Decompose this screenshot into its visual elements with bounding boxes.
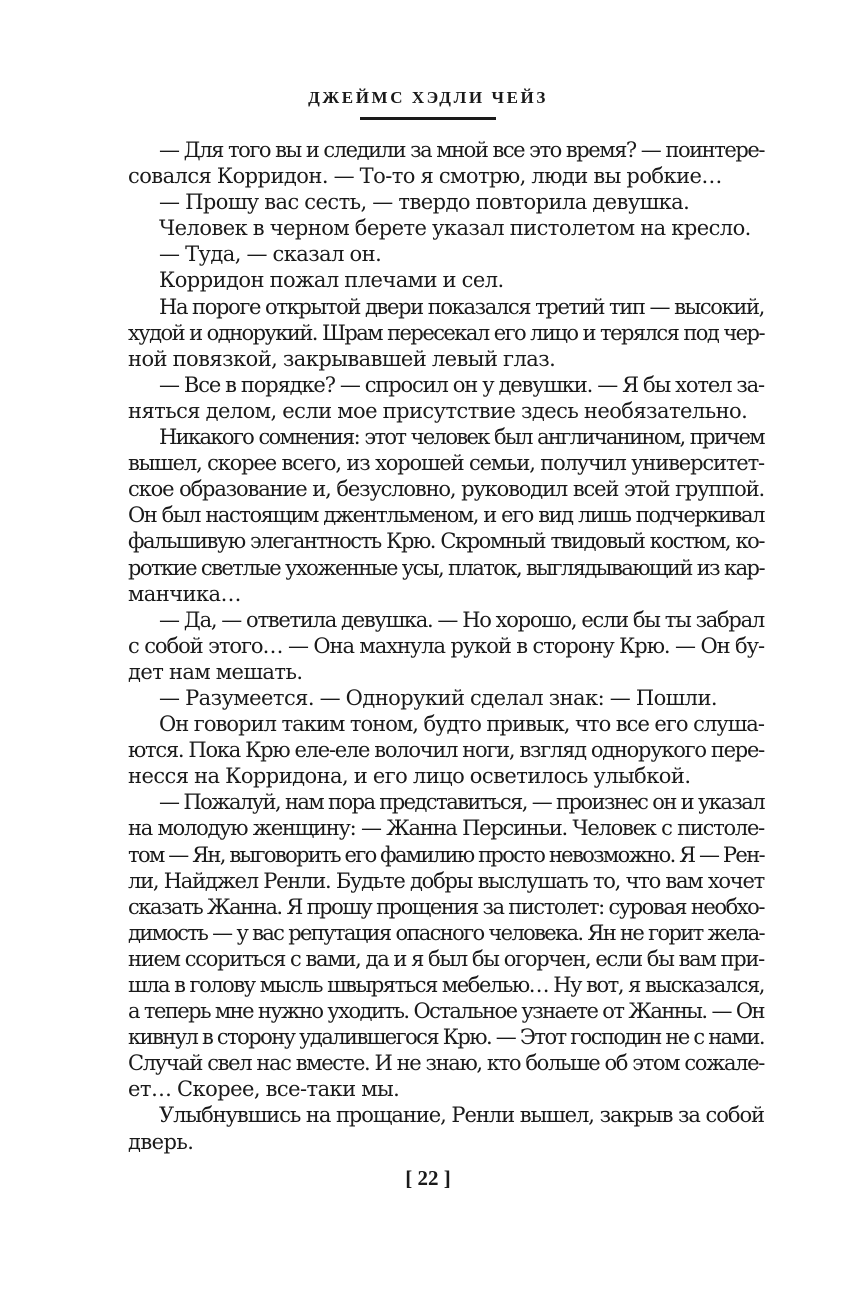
text-line: манчика… (128, 581, 241, 606)
body-text (128, 137, 764, 1155)
text-line: с собой этого… — Она махнула рукой в сторону Крю. — Он бу- (128, 633, 764, 658)
text-line: нием ссориться с вами, да и я был бы огорчен, если бы вам при- (128, 946, 764, 971)
text-line: совался Корридон. — То-то я смотрю, люди вы робкие… (128, 164, 722, 189)
text-line: Он говорил таким тоном, будто привык, что все его слуша- (159, 712, 764, 737)
text-line: дет нам мешать. (128, 659, 303, 684)
text-line: худой и однорукий. Шрам пересекал его лицо и терялся под чер- (128, 320, 764, 345)
text-line: На пороге открытой двери показался третий тип — высокий, (159, 294, 764, 319)
text-line: на молодую женщину: — Жанна Персиньи. Человек с пистоле- (128, 816, 764, 841)
text-line: няться делом, если мое присутствие здесь необязательно. (128, 398, 748, 423)
text-line: несся на Корридона, и его лицо осветилось улыбкой. (128, 764, 691, 789)
header-rule (360, 117, 496, 120)
text-line: — Туда, — сказал он. (159, 242, 382, 267)
text-line: — Для того вы и следили за мной все это время? — поинтере- (159, 138, 764, 162)
text-line: дверь. (128, 1129, 194, 1154)
text-line: Никакого сомнения: этот человек был англичанином, причем (159, 425, 764, 450)
running-head (0, 86, 856, 120)
text-line: ет… Скорее, все-таки мы. (128, 1077, 400, 1102)
text-line: ли, Найджел Ренли. Будьте добры выслушать то, что вам хочет (128, 868, 764, 893)
text-line: димость — у вас репутация опасного человека. Ян не горит жела- (128, 920, 764, 945)
author-name: ДЖЕЙМС ХЭДЛИ ЧЕЙЗ (308, 88, 548, 107)
text-line: сказать Жанна. Я прошу прощения за пистолет: суровая необхо- (128, 894, 764, 919)
text-line: Он был настоящим джентльменом, и его вид лишь подчеркивал (128, 503, 764, 528)
text-line: Корридон пожал плечами и сел. (159, 268, 504, 293)
text-line: — Да, — ответила девушка. — Но хорошо, если бы ты забрал (159, 607, 764, 632)
text-line: ной повязкой, закрывавшей левый глаз. (128, 346, 556, 371)
text-line: Случай свел нас вместе. И не знаю, кто больше об этом сожале- (128, 1051, 764, 1076)
text-line: ются. Пока Крю еле-еле волочил ноги, взгляд однорукого пере- (128, 738, 764, 763)
text-line: том — Ян, выговорить его фамилию просто невозможно. Я — Рен- (128, 842, 764, 867)
text-line: — Пожалуй, нам пора представиться, — произнес он и указал (159, 790, 764, 815)
text-line: — Все в порядке? — спросил он у девушки. — Я бы хотел за- (159, 372, 764, 397)
text-line: кивнул в сторону удалившегося Крю. — Этот господин не с нами. (128, 1025, 764, 1050)
text-line: Человек в черном берете указал пистолетом на кресло. (159, 216, 751, 241)
text-line: — Прошу вас сесть, — твердо повторила девушка. (159, 190, 690, 215)
text-line: — Разумеется. — Однорукий сделал знак: — Пошли. (159, 685, 718, 710)
page-number: [ 22 ] (405, 1166, 451, 1190)
text-line: ское образование и, безусловно, руководил всей этой группой. (128, 477, 764, 502)
text-line: а теперь мне нужно уходить. Остальное узнаете от Жанны. — Он (128, 999, 764, 1024)
text-line: вышел, скорее всего, из хорошей семьи, получил университет- (128, 451, 764, 476)
text-line: роткие светлые ухоженные усы, платок, выглядывающий из кар- (128, 555, 764, 580)
text-line: фальшивую элегантность Крю. Скромный твидовый костюм, ко- (128, 529, 764, 554)
text-line: шла в голову мысль швыряться мебелью… Ну вот, я высказался, (128, 973, 764, 997)
text-line: Улыбнувшись на прощание, Ренли вышел, закрыв за собой (159, 1103, 764, 1128)
